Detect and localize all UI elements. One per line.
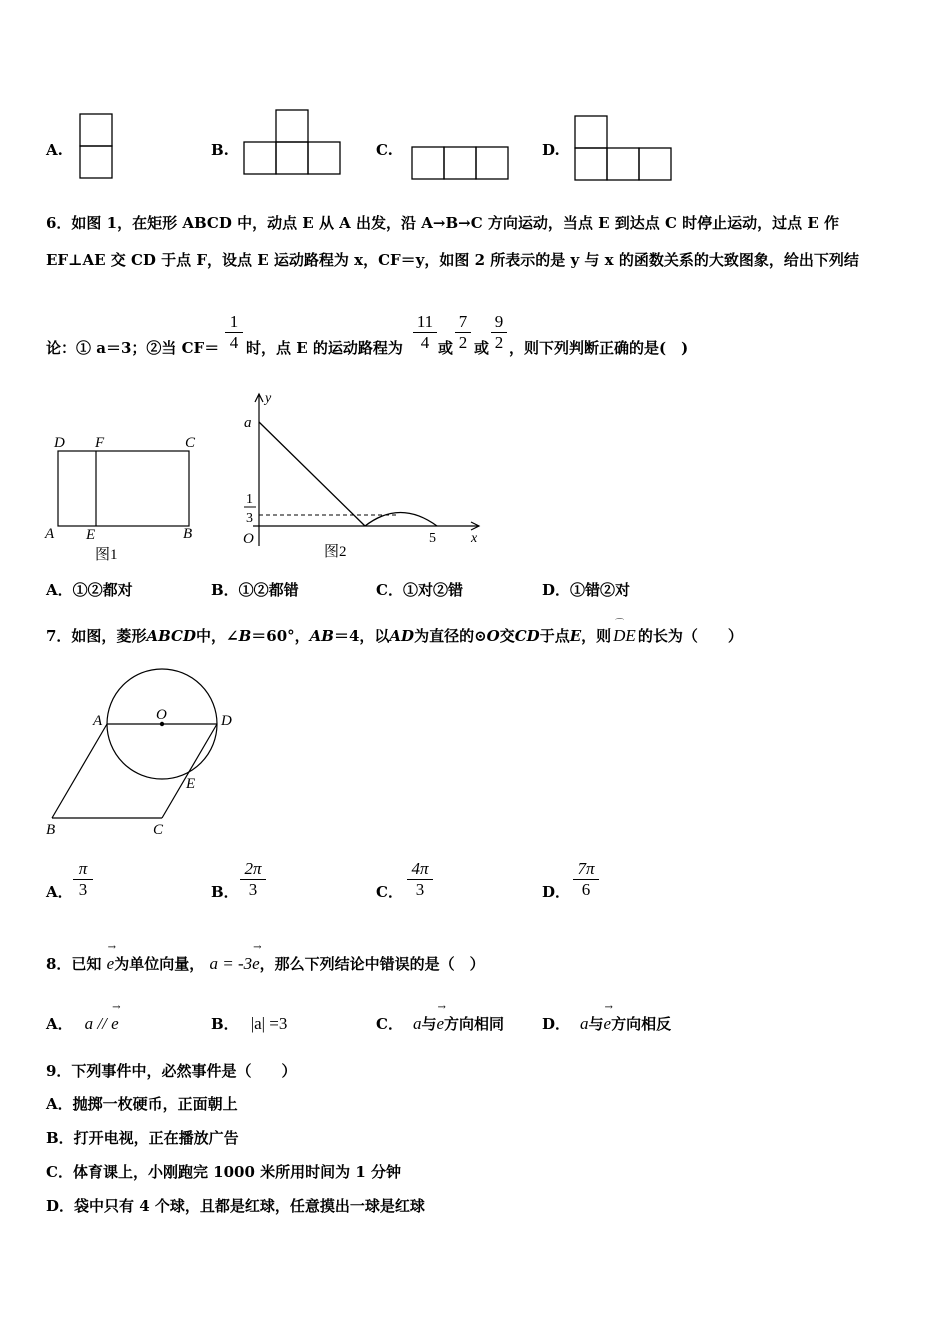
q8-option-d[interactable] bbox=[542, 1002, 672, 1034]
q7-stem-var: O bbox=[486, 627, 500, 645]
q5-option-d-label[interactable]: D. bbox=[542, 141, 560, 159]
q7-stem-part: 交 bbox=[499, 627, 515, 645]
q6-stem-line3-a: 论：① a＝3；②当 CF＝ bbox=[46, 339, 220, 357]
label-b: B bbox=[46, 822, 56, 838]
q8-option-a[interactable] bbox=[46, 1002, 121, 1034]
q7-stem-part: 于点 bbox=[539, 627, 570, 645]
option-math: a // bbox=[84, 1014, 112, 1033]
q6-or-2: 或 bbox=[474, 339, 490, 357]
figure-caption: 图2 bbox=[324, 544, 347, 560]
q6-frac-2 bbox=[455, 313, 471, 352]
tick-label-one: 1 bbox=[246, 492, 253, 507]
q9-option-d[interactable]: D．袋中只有 4 个球，且都是红球，任意摸出一球是红球 bbox=[46, 1197, 425, 1215]
q5-option-c-figure bbox=[410, 145, 512, 181]
q8-option-c[interactable] bbox=[376, 1002, 505, 1034]
frac-numerator: π bbox=[78, 859, 88, 878]
q5-option-a-figure bbox=[78, 112, 114, 180]
frac-denominator: 3 bbox=[78, 880, 88, 899]
option-frac bbox=[73, 860, 93, 899]
option-label: B． bbox=[211, 883, 239, 901]
option-text: 方向相同 bbox=[444, 1015, 505, 1033]
frac-numerator: 2π bbox=[244, 859, 262, 878]
frac-numerator: 4π bbox=[411, 859, 429, 878]
tick-label-five: 5 bbox=[429, 531, 436, 546]
label-c: C bbox=[185, 435, 196, 451]
option-text: 方向相反 bbox=[611, 1015, 672, 1033]
q9-option-b[interactable]: B．打开电视，正在播放广告 bbox=[46, 1129, 239, 1147]
q7-stem-var: AB bbox=[309, 627, 334, 645]
label-a: A bbox=[45, 526, 55, 542]
vector-e: → e bbox=[436, 1002, 446, 1033]
option-frac bbox=[240, 860, 266, 899]
option-label: A． bbox=[46, 883, 73, 901]
option-frac bbox=[573, 860, 599, 899]
q5-option-d-figure bbox=[573, 114, 675, 182]
q7-stem-part: 中，∠ bbox=[196, 627, 239, 645]
label-e: E bbox=[186, 776, 196, 792]
frac-numerator: 9 bbox=[494, 312, 504, 331]
frac-denominator: 2 bbox=[458, 333, 468, 352]
option-text: 与 bbox=[421, 1015, 437, 1033]
q7-stem-part: ，则 bbox=[581, 627, 612, 645]
arc-de-label: DE bbox=[613, 626, 636, 645]
vector-e-label: e bbox=[436, 1014, 445, 1033]
q9-option-c[interactable]: C．体育课上，小刚跑完 1000 米所用时间为 1 分钟 bbox=[46, 1163, 402, 1181]
tick-label-a: a bbox=[244, 415, 252, 431]
label-a: A bbox=[93, 713, 103, 729]
frac-denominator: 4 bbox=[420, 333, 430, 352]
q6-option-c[interactable]: C．①对②错 bbox=[376, 581, 463, 599]
q6-stem-line2: EF⊥AE 交 CD 于点 F，设点 E 运动路程为 x，CF＝y，如图 2 所表示的是 y 与 x 的函数关系的大致图象，给出下列结 bbox=[46, 251, 859, 269]
label-c: C bbox=[153, 822, 164, 838]
origin-label: O bbox=[243, 531, 254, 547]
label-b: B bbox=[183, 526, 193, 542]
q5-option-c-label[interactable]: C. bbox=[376, 141, 393, 159]
q7-stem-var: E bbox=[569, 627, 582, 645]
q7-stem-part: ＝4，以 bbox=[333, 627, 390, 645]
option-label: C． bbox=[376, 1015, 403, 1033]
q6-figure-2 bbox=[238, 386, 488, 566]
label-f: F bbox=[95, 435, 105, 451]
option-label: C． bbox=[376, 883, 403, 901]
frac-denominator: 3 bbox=[415, 880, 425, 899]
frac-numerator: 7π bbox=[577, 859, 595, 878]
q6-frac-cf bbox=[225, 313, 243, 352]
q9-stem: 9．下列事件中，必然事件是（ ） bbox=[46, 1062, 297, 1080]
q7-stem-var: CD bbox=[514, 627, 540, 645]
vector-e: → e bbox=[106, 942, 117, 973]
q7-figure bbox=[40, 664, 250, 844]
figure-caption: 图1 bbox=[95, 547, 118, 563]
vector-e: → e bbox=[252, 942, 262, 973]
frac-denominator: 4 bbox=[229, 333, 239, 352]
label-o: O bbox=[156, 707, 167, 723]
q6-frac-1 bbox=[413, 313, 437, 352]
option-math: |a| =3 bbox=[250, 1014, 288, 1033]
q7-stem bbox=[46, 618, 743, 646]
q9-option-a[interactable]: A．抛掷一枚硬币，正面朝上 bbox=[46, 1095, 238, 1113]
q6-option-b[interactable]: B．①②都错 bbox=[211, 581, 299, 599]
q8-expression: a = -3 bbox=[209, 954, 253, 973]
q7-stem-part: 的长为（ ） bbox=[637, 627, 743, 645]
q7-stem-part: 为直径的⊙ bbox=[414, 627, 487, 645]
vector-e: → e bbox=[603, 1002, 613, 1033]
q6-figure-1 bbox=[40, 428, 210, 568]
vector-e-label: e bbox=[603, 1014, 612, 1033]
option-label: D． bbox=[542, 1015, 571, 1033]
q7-stem-var: ABCD bbox=[146, 627, 196, 645]
arc-de: ⌒ DE bbox=[613, 618, 636, 645]
q6-stem-line3-b: 时，点 E 的运动路程为 bbox=[246, 339, 403, 357]
q6-or-1: 或 bbox=[438, 339, 454, 357]
q5-option-b-label[interactable]: B. bbox=[211, 141, 229, 159]
q5-option-b-figure bbox=[242, 108, 342, 176]
q6-stem-line1: 6．如图 1，在矩形 ABCD 中，动点 E 从 A 出发，沿 A→B→C 方向运动，当点 E 到达点 C 时停止运动，过点 E 作 bbox=[46, 214, 840, 232]
option-label: B． bbox=[211, 1015, 239, 1033]
q8-option-b[interactable] bbox=[211, 1013, 287, 1034]
tick-label-three: 3 bbox=[246, 511, 253, 526]
q8-stem-part: 为单位向量， bbox=[114, 955, 205, 973]
q6-option-d[interactable]: D．①错②对 bbox=[542, 581, 631, 599]
option-label: D． bbox=[542, 883, 571, 901]
q8-stem-part: ，那么下列结论中错误的是（ ） bbox=[259, 955, 485, 973]
option-math: a bbox=[412, 1014, 422, 1033]
frac-numerator: 11 bbox=[416, 312, 434, 331]
label-d: D bbox=[221, 713, 232, 729]
q6-stem-line3-c: ，则下列判断正确的是( ) bbox=[509, 339, 689, 357]
q6-frac-3 bbox=[491, 313, 507, 352]
label-e: E bbox=[86, 527, 96, 543]
q6-option-a[interactable]: A．①②都对 bbox=[46, 581, 133, 599]
frac-denominator: 6 bbox=[581, 880, 591, 899]
q7-stem-part: 7．如图，菱形 bbox=[46, 627, 147, 645]
q8-stem-part: 8．已知 bbox=[46, 955, 102, 973]
vector-e: → e bbox=[111, 1002, 121, 1033]
axis-label-y: y bbox=[265, 391, 272, 406]
q7-stem-part: ＝60°， bbox=[251, 627, 310, 645]
frac-numerator: 7 bbox=[458, 312, 468, 331]
vector-e-label: e bbox=[252, 954, 260, 973]
label-d: D bbox=[54, 435, 65, 451]
frac-denominator: 3 bbox=[248, 880, 258, 899]
option-label: A． bbox=[46, 1015, 73, 1033]
q7-stem-var: AD bbox=[389, 627, 415, 645]
q8-stem bbox=[46, 942, 485, 974]
option-text: 与 bbox=[588, 1015, 604, 1033]
axis-label-x: x bbox=[471, 531, 478, 546]
option-math: a bbox=[580, 1014, 589, 1033]
frac-numerator: 1 bbox=[229, 312, 239, 331]
frac-denominator: 2 bbox=[494, 333, 504, 352]
vector-e-label: e bbox=[111, 1014, 119, 1033]
option-frac bbox=[407, 860, 433, 899]
vector-e-label: e bbox=[106, 954, 115, 973]
q5-option-a-label[interactable]: A. bbox=[46, 141, 63, 159]
q7-stem-var: B bbox=[238, 627, 252, 645]
